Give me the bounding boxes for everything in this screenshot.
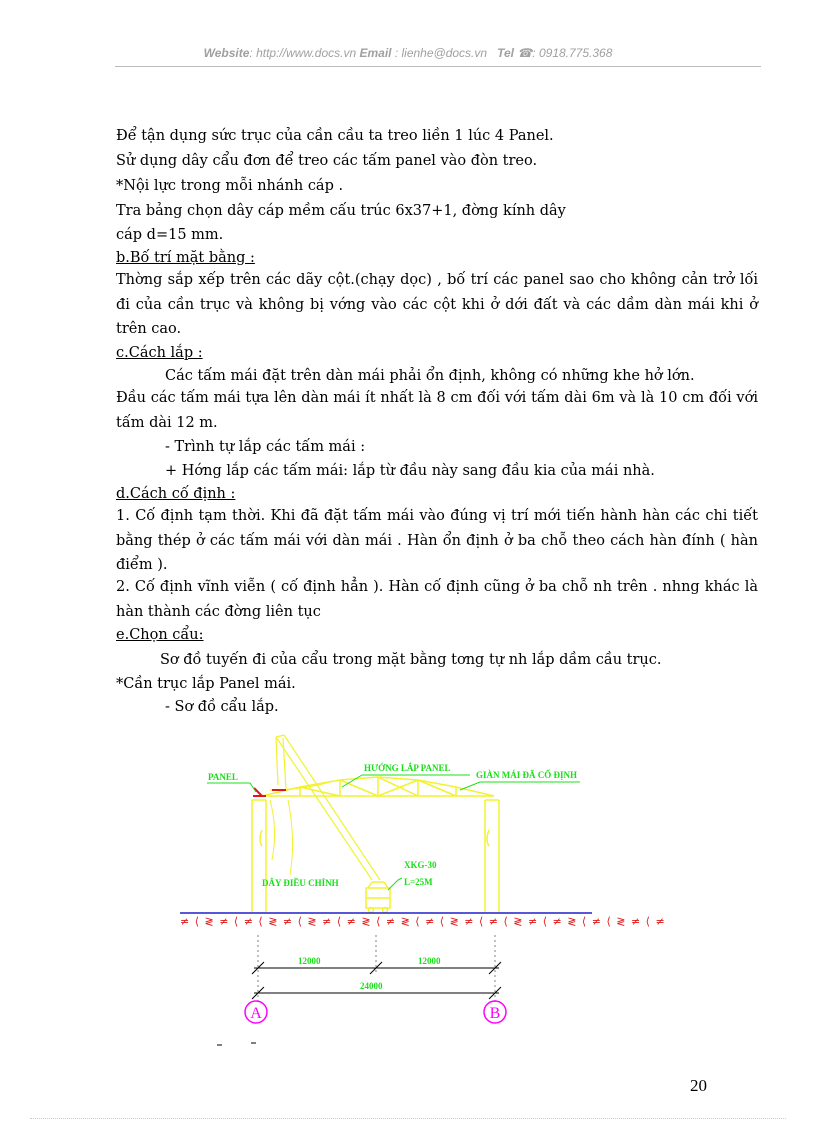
section-heading-b: b.Bố trí mặt bằng : (116, 250, 255, 266)
label-direction: HƯỚNG LẮP PANEL (364, 763, 451, 773)
dim-left: 12000 (298, 956, 321, 966)
email-value[interactable]: : lienhe@docs.vn (391, 46, 488, 60)
paragraph: *Nội lực trong mỗi nhánh cáp . (116, 178, 344, 194)
paragraph: Sơ đồ tuyến đi của cẩu trong mặt bằng tơng tự nh lắp dầm cầu trục. (160, 652, 662, 668)
dimension-lines (252, 935, 501, 1003)
label-crane: XKG-30 (404, 860, 437, 870)
footer-divider (30, 1118, 786, 1119)
section-heading-c: c.Cách lắp : (116, 345, 203, 361)
leader-lines (207, 775, 580, 890)
section-heading-e: e.Chọn cẩu: (116, 627, 204, 643)
paragraph: Đầu các tấm mái tựa lên dàn mái ít nhất là 8 cm đối với tấm dài 6m và là 10 cm đối với tấm dài 12 m. (116, 390, 758, 431)
building-frame (252, 800, 499, 912)
section-heading-d: d.Cách cố định : (116, 486, 236, 502)
tel-label: Tel (497, 46, 514, 60)
paragraph: Thờng sắp xếp trên các dãy cột.(chạy dọc) , bố trí các panel sao cho không cản trở lối đi của cần trục và không bị vớng vào các cột khi ở dới đất và các dầm dàn mái khi ở trên cao. (116, 272, 758, 337)
crane-body (366, 882, 390, 913)
website-label: Website (203, 46, 250, 60)
email-label: Email (359, 46, 392, 60)
paragraph: - Sơ đồ cẩu lắp. (165, 699, 279, 715)
paragraph: Tra bảng chọn dây cáp mềm cấu trúc 6x37+1, đờng kính dây (116, 203, 566, 219)
phone-icon: ☎ (517, 46, 533, 60)
label-panel: PANEL (208, 772, 238, 782)
ground-hatch: ≠ ⟨ ≷ ≠ ⟨ ≠ ⟨ ≷ ≠ ⟨ ≷ ≠ ⟨ ≠ ≷ ⟨ ≠ ≷ ⟨ ≠ ⟨ ≷ ≠ ⟨ ≠ ⟨ ≷ ≠ ⟨ ≠ ≷ ⟨ ≠ ⟨ ≷ ≠ ⟨ ≠ (180, 915, 666, 928)
dim-total: 24000 (360, 981, 383, 991)
paragraph: *Cần trục lắp Panel mái. (116, 676, 296, 692)
grid-axis-markers (245, 1001, 506, 1023)
small-dashes (217, 1043, 256, 1045)
paragraph: - Trình tự lắp các tấm mái : (165, 439, 366, 455)
dim-right: 12000 (418, 956, 441, 966)
ground-line (180, 913, 666, 928)
dimension-labels (298, 956, 441, 991)
paragraph: cáp d=15 mm. (116, 227, 224, 243)
page-number: 20 (690, 1076, 707, 1095)
label-boom: L=25M (404, 877, 433, 887)
paragraph: + Hớng lắp các tấm mái: lắp từ đầu này sang đầu kia của mái nhà. (165, 463, 655, 479)
tel-value: : 0918.775.368 (532, 46, 613, 60)
label-truss: GIÀN MÁI ĐÃ CỐ ĐỊNH (476, 770, 577, 780)
axis-a-label: A (250, 1005, 262, 1022)
adjusting-rope (270, 800, 293, 875)
paragraph: 1. Cố định tạm thời. Khi đã đặt tấm mái vào đúng vị trí mới tiến hành hàn các chi tiết bằng thép ở các tấm mái với dàn mái . Hàn ổn định ở ba chỗ theo cách hàn đính ( hàn điểm ). (116, 508, 758, 573)
paragraph: Để tận dụng sức trục của cần cầu ta treo liền 1 lúc 4 Panel. (116, 128, 554, 144)
axis-b-label: B (489, 1005, 501, 1022)
label-rope: DÂY ĐIỀU CHỈNH (262, 878, 339, 888)
paragraph: Sử dụng dây cẩu đơn để treo các tấm panel vào đòn treo. (116, 153, 538, 169)
paragraph: 2. Cố định vĩnh viễn ( cố định hẳn ). Hàn cố định cũng ở ba chỗ nh trên . nhng khác là hàn thành các đờng liên tục (116, 579, 758, 620)
roof-truss (262, 777, 494, 796)
paragraph: Các tấm mái đặt trên dàn mái phải ổn định, không có những khe hở lớn. (165, 368, 695, 384)
crane-boom (270, 735, 380, 880)
website-value[interactable]: : http://www.docs.vn (249, 46, 357, 60)
